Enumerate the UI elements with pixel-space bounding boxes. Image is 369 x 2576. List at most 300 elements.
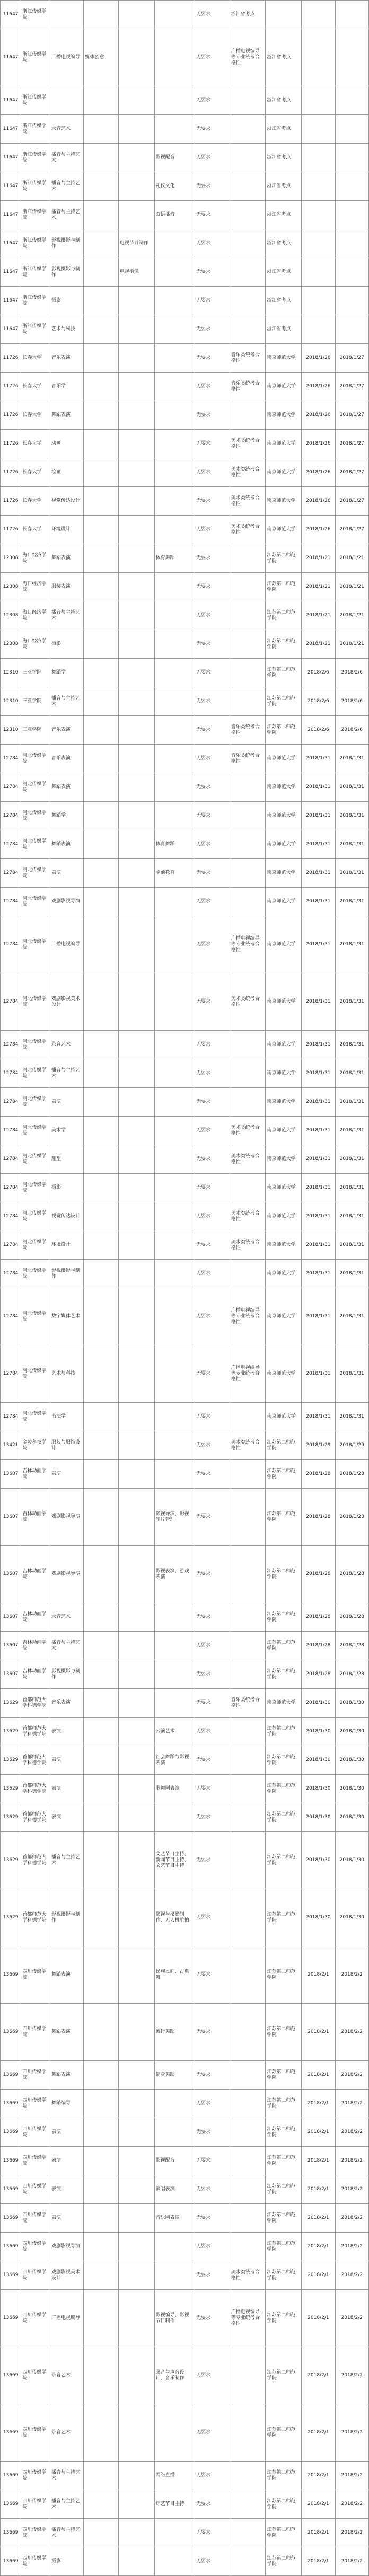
table-cell: [84, 1660, 119, 1689]
table-cell: [84, 830, 119, 859]
table-row: [1, 258, 369, 287]
table-cell: 2018/1/31: [335, 888, 368, 916]
table-cell: 南京师范大学: [266, 859, 302, 888]
table-cell: 无要求: [195, 1202, 230, 1231]
table-row: [1, 1489, 369, 1546]
table-cell: 播音与主持艺术: [50, 201, 83, 229]
table-cell: [118, 1689, 154, 1718]
table-row: [1, 2261, 369, 2290]
table-row: [1, 716, 369, 745]
table-cell: 美术类统考合格性: [230, 1145, 266, 1174]
table-cell: 12784: [1, 973, 21, 1031]
table-row: [1, 830, 369, 859]
table-cell: [154, 2261, 195, 2290]
table-cell: 2018/1/21: [302, 601, 335, 630]
table-cell: 河北传媒学院: [21, 1202, 50, 1231]
table-cell: 2018/1/31: [335, 859, 368, 888]
table-cell: [84, 344, 119, 373]
table-cell: [154, 1231, 195, 1260]
table-cell: [118, 1775, 154, 1803]
table-cell: [302, 315, 335, 344]
table-cell: [118, 1489, 154, 1546]
table-cell: 2018/1/31: [335, 1202, 368, 1231]
table-cell: 2018/2/6: [335, 716, 368, 745]
table-cell: 2018/1/21: [302, 573, 335, 601]
table-cell: [84, 2118, 119, 2147]
table-row: [1, 601, 369, 630]
table-cell: 长春大学: [21, 430, 50, 458]
table-cell: 2018/1/30: [335, 1832, 368, 1889]
table-cell: 12310: [1, 687, 21, 716]
table-row: [1, 2290, 369, 2347]
table-cell: [302, 115, 335, 144]
table-cell: 广播电视编导等专业统考合格性: [230, 916, 266, 973]
table-cell: 南京师范大学: [266, 1031, 302, 1059]
table-cell: 南京师范大学: [266, 973, 302, 1031]
table-cell: [335, 229, 368, 258]
table-cell: 江苏第二师范学院: [266, 2118, 302, 2147]
table-cell: [230, 1632, 266, 1660]
table-cell: [230, 2519, 266, 2547]
table-cell: 音乐类统考合格性: [230, 716, 266, 745]
table-row: [1, 172, 369, 201]
table-cell: 江苏第二师范学院: [266, 1718, 302, 1746]
table-cell: 13669: [1, 2404, 21, 2462]
table-cell: 电视摄像: [118, 258, 154, 287]
table-cell: 2018/1/30: [335, 1889, 368, 1946]
table-cell: 13669: [1, 2147, 21, 2175]
table-cell: 2018/1/21: [302, 544, 335, 573]
table-cell: [118, 2204, 154, 2233]
table-cell: [118, 973, 154, 1031]
table-cell: 浙江省考点: [266, 258, 302, 287]
table-cell: 录音艺术: [50, 115, 83, 144]
table-cell: 12784: [1, 1260, 21, 1288]
table-cell: [84, 1431, 119, 1460]
table-cell: 河北传媒学院: [21, 916, 50, 973]
table-cell: 浙江传媒学院: [21, 201, 50, 229]
table-cell: 2018/2/1: [302, 2519, 335, 2547]
table-cell: 无要求: [195, 2004, 230, 2061]
table-cell: [302, 258, 335, 287]
table-cell: [230, 1889, 266, 1946]
table-cell: 影视配音: [154, 144, 195, 172]
table-cell: 2018/1/31: [302, 802, 335, 830]
table-cell: [335, 86, 368, 115]
table-cell: [118, 573, 154, 601]
table-cell: 表演: [50, 1460, 83, 1489]
table-cell: 综艺节目主持: [154, 2490, 195, 2519]
table-cell: 无要求: [195, 144, 230, 172]
table-cell: 书法学: [50, 1403, 83, 1431]
table-cell: [118, 659, 154, 687]
table-row: [1, 2175, 369, 2204]
table-cell: 浙江省考点: [266, 172, 302, 201]
table-cell: 江苏第二师范学院: [266, 1803, 302, 1832]
table-row: [1, 2204, 369, 2233]
table-cell: 无要求: [195, 86, 230, 115]
table-cell: 江苏第二师范学院: [266, 1431, 302, 1460]
table-cell: 无要求: [195, 1431, 230, 1460]
table-cell: [118, 1632, 154, 1660]
table-cell: 戏剧影视导演: [50, 888, 83, 916]
table-row: [1, 1059, 369, 1088]
table-cell: 录音艺术: [50, 1603, 83, 1632]
table-cell: 民族民间、古典舞: [154, 1946, 195, 2004]
table-row: [1, 115, 369, 144]
table-cell: 浙江传媒学院: [21, 1, 50, 29]
table-cell: 江苏第二师范学院: [266, 573, 302, 601]
table-cell: [118, 1460, 154, 1489]
table-row: [1, 1345, 369, 1403]
table-cell: 13669: [1, 2204, 21, 2233]
table-cell: 南京师范大学: [266, 1174, 302, 1202]
table-row: [1, 1174, 369, 1202]
table-cell: [154, 86, 195, 115]
table-cell: [302, 29, 335, 86]
table-cell: [118, 687, 154, 716]
table-cell: 吉林动画学院: [21, 1660, 50, 1689]
table-cell: [84, 287, 119, 315]
table-cell: 11726: [1, 430, 21, 458]
table-cell: 金陵科技学院: [21, 1431, 50, 1460]
table-cell: 2018/1/28: [335, 1460, 368, 1489]
table-cell: 南京师范大学: [266, 802, 302, 830]
table-cell: 11647: [1, 115, 21, 144]
table-cell: 艺术与科技: [50, 1345, 83, 1403]
table-cell: 音乐表演: [50, 1689, 83, 1718]
table-cell: [84, 1345, 119, 1403]
table-cell: 浙江传媒学院: [21, 144, 50, 172]
table-cell: 河北传媒学院: [21, 773, 50, 802]
table-cell: 播音与主持艺术: [50, 687, 83, 716]
table-cell: [118, 1431, 154, 1460]
table-cell: 礼仪文化: [154, 172, 195, 201]
table-cell: [84, 1403, 119, 1431]
table-cell: [118, 601, 154, 630]
table-cell: 浙江传媒学院: [21, 29, 50, 86]
table-cell: 美术类统考合格性: [230, 1202, 266, 1231]
table-row: [1, 1832, 369, 1889]
table-cell: 2018/1/31: [302, 1145, 335, 1174]
table-cell: 播音与主持艺术: [50, 144, 83, 172]
table-cell: 2018/1/30: [302, 1803, 335, 1832]
table-cell: [118, 1288, 154, 1345]
table-cell: 无要求: [195, 115, 230, 144]
table-cell: 浙江省考点: [230, 1, 266, 29]
table-cell: [335, 172, 368, 201]
table-cell: [118, 1803, 154, 1832]
table-cell: 2018/2/6: [335, 687, 368, 716]
table-cell: [84, 802, 119, 830]
table-cell: [118, 2347, 154, 2404]
table-cell: [118, 29, 154, 86]
table-cell: 2018/1/28: [335, 1489, 368, 1546]
table-cell: 首都师范大学科德学院: [21, 1803, 50, 1832]
table-cell: 2018/1/31: [302, 1260, 335, 1288]
table-cell: 2018/2/6: [302, 716, 335, 745]
table-cell: 2018/1/31: [302, 1202, 335, 1231]
table-cell: 南京师范大学: [266, 373, 302, 401]
table-cell: [118, 1117, 154, 1145]
table-cell: [118, 802, 154, 830]
table-cell: [230, 601, 266, 630]
table-cell: 南京师范大学: [266, 888, 302, 916]
table-cell: [84, 2547, 119, 2576]
table-cell: 表演: [50, 1718, 83, 1746]
table-cell: [154, 630, 195, 659]
table-cell: [118, 1889, 154, 1946]
table-row: [1, 430, 369, 458]
table-cell: 四川传媒学院: [21, 2347, 50, 2404]
table-cell: [118, 2233, 154, 2261]
table-cell: 2018/2/1: [302, 2261, 335, 2290]
table-cell: 13669: [1, 2347, 21, 2404]
table-cell: [154, 2404, 195, 2462]
table-cell: 录音艺术: [50, 1031, 83, 1059]
table-cell: 环境设计: [50, 516, 83, 544]
table-row: [1, 745, 369, 773]
table-cell: [84, 687, 119, 716]
table-cell: 长春大学: [21, 344, 50, 373]
table-cell: 广播电视编导: [50, 29, 83, 86]
table-cell: 服装与服饰设计: [50, 1431, 83, 1460]
table-cell: 12784: [1, 1031, 21, 1059]
table-cell: [230, 2547, 266, 2576]
table-cell: [154, 1460, 195, 1489]
table-cell: [302, 1, 335, 29]
table-cell: 播音与主持艺术: [50, 1832, 83, 1889]
table-cell: 影视摄影与制作: [50, 1889, 83, 1946]
table-cell: [154, 258, 195, 287]
table-cell: 无要求: [195, 2404, 230, 2462]
table-cell: 无要求: [195, 1603, 230, 1632]
table-cell: 无要求: [195, 1546, 230, 1603]
table-body: [1, 1, 369, 2576]
table-cell: 2018/1/31: [302, 830, 335, 859]
table-cell: 数字媒体艺术: [50, 1288, 83, 1345]
table-cell: 2018/1/26: [302, 516, 335, 544]
table-cell: [118, 1746, 154, 1775]
table-cell: 无要求: [195, 573, 230, 601]
table-cell: [84, 916, 119, 973]
table-cell: 11647: [1, 86, 21, 115]
table-cell: 2018/2/6: [302, 659, 335, 687]
table-cell: [118, 1345, 154, 1403]
table-cell: [230, 1031, 266, 1059]
table-cell: [84, 1775, 119, 1803]
table-cell: 海口经济学院: [21, 630, 50, 659]
table-cell: [154, 1145, 195, 1174]
table-cell: [84, 373, 119, 401]
table-cell: 13629: [1, 1746, 21, 1775]
table-cell: 2018/1/27: [335, 401, 368, 430]
table-cell: 无要求: [195, 401, 230, 430]
table-cell: [84, 745, 119, 773]
table-cell: [302, 86, 335, 115]
table-cell: 海口经济学院: [21, 573, 50, 601]
table-cell: [154, 1117, 195, 1145]
table-cell: 无要求: [195, 2462, 230, 2490]
table-cell: [118, 115, 154, 144]
table-cell: 表演: [50, 1803, 83, 1832]
table-cell: [84, 1059, 119, 1088]
table-cell: [118, 2261, 154, 2290]
table-cell: [154, 687, 195, 716]
table-row: [1, 773, 369, 802]
table-cell: [230, 1059, 266, 1088]
table-cell: [154, 1689, 195, 1718]
table-cell: 无要求: [195, 1088, 230, 1117]
table-cell: 绘画: [50, 458, 83, 487]
table-cell: 无要求: [195, 29, 230, 86]
table-cell: 13669: [1, 2118, 21, 2147]
table-cell: 无要求: [195, 1832, 230, 1889]
table-cell: 美术类统考合格性: [230, 1231, 266, 1260]
table-cell: [118, 487, 154, 516]
table-cell: [118, 916, 154, 973]
table-cell: 浙江省考点: [266, 29, 302, 86]
table-cell: 13607: [1, 1660, 21, 1689]
table-cell: 无要求: [195, 2118, 230, 2147]
table-cell: 江苏第二师范学院: [266, 2290, 302, 2347]
table-cell: [230, 2462, 266, 2490]
table-cell: [230, 1746, 266, 1775]
table-cell: 2018/1/31: [302, 888, 335, 916]
table-cell: [230, 144, 266, 172]
table-cell: 长春大学: [21, 458, 50, 487]
table-cell: 美术类统考合格性: [230, 458, 266, 487]
table-cell: 无要求: [195, 2204, 230, 2233]
table-cell: 2018/1/26: [302, 401, 335, 430]
table-cell: 江苏第二师范学院: [266, 1603, 302, 1632]
table-cell: 浙江传媒学院: [21, 86, 50, 115]
table-row: [1, 2004, 369, 2061]
table-row: [1, 229, 369, 258]
table-cell: 美术类统考合格性: [230, 1117, 266, 1145]
table-row: [1, 1889, 369, 1946]
table-row: [1, 659, 369, 687]
table-cell: 12784: [1, 1117, 21, 1145]
table-cell: [230, 1088, 266, 1117]
table-cell: [335, 287, 368, 315]
table-cell: 音乐学: [50, 373, 83, 401]
table-cell: 舞蹈表演: [50, 830, 83, 859]
table-cell: [118, 1031, 154, 1059]
table-row: [1, 544, 369, 573]
table-cell: 无要求: [195, 630, 230, 659]
table-cell: [230, 1260, 266, 1288]
table-cell: 2018/2/1: [302, 2090, 335, 2118]
table-cell: 南京师范大学: [266, 344, 302, 373]
table-cell: 无要求: [195, 2547, 230, 2576]
table-cell: 2018/2/1: [302, 2175, 335, 2204]
table-cell: [230, 1775, 266, 1803]
table-row: [1, 373, 369, 401]
table-cell: 影视摄影与制作: [50, 1660, 83, 1689]
table-cell: [335, 144, 368, 172]
table-cell: [335, 315, 368, 344]
table-cell: 12784: [1, 773, 21, 802]
table-cell: [230, 2118, 266, 2147]
table-cell: [118, 1059, 154, 1088]
table-cell: [84, 1889, 119, 1946]
table-cell: 音乐类统考合格性: [230, 373, 266, 401]
table-cell: 无要求: [195, 2347, 230, 2404]
table-cell: 2018/1/28: [335, 1546, 368, 1603]
table-cell: [154, 1, 195, 29]
table-cell: 浙江传媒学院: [21, 258, 50, 287]
table-cell: 2018/1/31: [335, 1288, 368, 1345]
table-cell: 环境设计: [50, 1231, 83, 1260]
table-cell: 江苏第二师范学院: [266, 2233, 302, 2261]
table-cell: [302, 144, 335, 172]
table-cell: 2018/1/30: [302, 1718, 335, 1746]
table-cell: 南京师范大学: [266, 1260, 302, 1288]
table-cell: 无要求: [195, 773, 230, 802]
table-cell: 摄影: [50, 1174, 83, 1202]
table-cell: 13629: [1, 1718, 21, 1746]
table-cell: [118, 2490, 154, 2519]
table-cell: 三亚学院: [21, 716, 50, 745]
table-cell: 2018/1/21: [335, 630, 368, 659]
table-cell: 舞蹈表演: [50, 1946, 83, 2004]
table-cell: 南京师范大学: [266, 1345, 302, 1403]
table-cell: [84, 430, 119, 458]
table-row: [1, 2118, 369, 2147]
table-cell: 河北传媒学院: [21, 973, 50, 1031]
table-cell: [230, 659, 266, 687]
table-cell: 无要求: [195, 1460, 230, 1489]
table-cell: 2018/1/30: [335, 1746, 368, 1775]
table-cell: 四川传媒学院: [21, 2090, 50, 2118]
table-cell: 表演: [50, 1746, 83, 1775]
table-cell: [84, 2090, 119, 2118]
table-cell: 13629: [1, 1889, 21, 1946]
table-cell: 南京师范大学: [266, 1403, 302, 1431]
table-cell: [118, 2090, 154, 2118]
table-row: [1, 344, 369, 373]
table-cell: 演唱表演: [154, 2175, 195, 2204]
table-cell: [154, 802, 195, 830]
table-cell: 舞蹈表演: [50, 544, 83, 573]
table-cell: 无要求: [195, 344, 230, 373]
table-cell: 2018/1/28: [335, 1603, 368, 1632]
table-cell: [84, 201, 119, 229]
table-cell: 舞蹈学: [50, 802, 83, 830]
table-cell: 13421: [1, 1431, 21, 1460]
table-row: [1, 630, 369, 659]
table-cell: 舞蹈表演: [50, 2061, 83, 2090]
table-cell: 2018/1/28: [335, 1660, 368, 1689]
table-row: [1, 1660, 369, 1689]
table-cell: 表演: [50, 2118, 83, 2147]
table-cell: [230, 2061, 266, 2090]
table-cell: 2018/1/28: [302, 1603, 335, 1632]
table-cell: 13669: [1, 2290, 21, 2347]
table-cell: 无要求: [195, 373, 230, 401]
table-cell: [154, 573, 195, 601]
table-row: [1, 1546, 369, 1603]
table-cell: 无要求: [195, 1, 230, 29]
table-cell: 浙江传媒学院: [21, 229, 50, 258]
table-cell: [230, 2404, 266, 2462]
table-cell: 2018/2/2: [335, 2004, 368, 2061]
table-cell: 2018/2/1: [302, 2204, 335, 2233]
table-cell: 12784: [1, 1059, 21, 1088]
table-cell: 戏剧影视美术设计: [50, 2261, 83, 2290]
table-cell: 南京师范大学: [266, 487, 302, 516]
